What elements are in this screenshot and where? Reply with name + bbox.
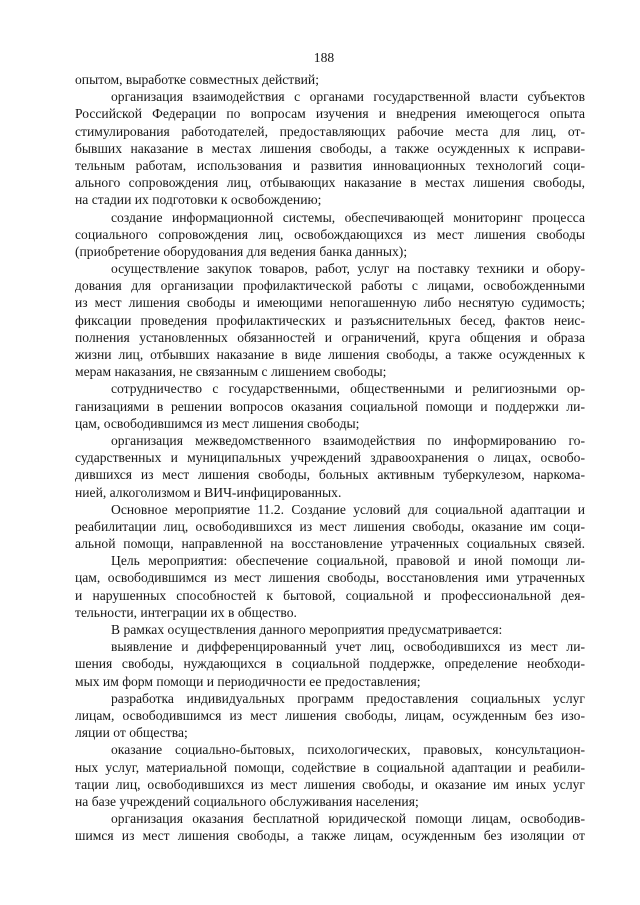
text-line: нией, алкоголизмом и ВИЧ-инфицированных.	[75, 484, 342, 500]
text-line: Российской Федерации по вопросам изучения и внедрения имеющегося опыта	[75, 106, 585, 122]
paragraph	[75, 260, 585, 380]
text-line: ных услуг, материальной помощи, содействие в социальной адаптации и реабили-	[75, 759, 585, 775]
document-body	[75, 71, 585, 844]
text-line: на стадии их подготовки к освобождению;	[75, 192, 322, 208]
paragraph	[75, 621, 585, 638]
text-line: тельности, интеграции их в общество.	[75, 604, 297, 620]
text-line: цам, освободившимся из мест лишения свободы;	[75, 415, 360, 431]
text-line: (приобретение оборудования для ведения банка данных);	[75, 243, 408, 259]
text-line: стимулирования работодателей, предоставляющих рабочие места для лиц, от-	[75, 123, 585, 139]
text-line: организация межведомственного взаимодействия по информированию го-	[111, 432, 585, 448]
paragraph	[75, 432, 585, 501]
text-line: ганизациями в решении вопросов оказания социальной помощи и поддержки ли-	[75, 398, 585, 414]
text-line: тации лиц, освободившихся из мест лишения свободы, и оказание им иных услуг	[75, 776, 585, 792]
paragraph	[75, 810, 585, 844]
text-line: мерам наказания, не связанным с лишением свободы;	[75, 364, 387, 380]
paragraph	[75, 552, 585, 621]
text-line: Основное мероприятие 11.2. Создание условий для социальной адаптации и	[111, 501, 585, 517]
text-line: шения свободы, нуждающихся в социальной поддержке, определение необходи-	[75, 656, 585, 672]
paragraph	[75, 380, 585, 432]
text-line: и нарушенных способностей к бытовой, социальной и профессиональной дея-	[75, 587, 585, 603]
text-line: организация взаимодействия с органами государственной власти субъектов	[111, 89, 585, 105]
text-line: дившихся из мест лишения свободы, больных активным туберкулезом, наркома-	[75, 467, 585, 483]
text-line: социального сопровождения лиц, освобождающихся из мест лишения свободы	[75, 226, 585, 242]
text-line: на базе учреждений социального обслуживания населения;	[75, 793, 419, 809]
text-line: разработка индивидуальных программ предоставления социальных услуг	[111, 690, 585, 706]
text-line: осуществление закупок товаров, работ, услуг на поставку техники и обору-	[111, 261, 585, 277]
text-line: жизни лиц, отбывших наказание в виде лишения свободы, а также осужденных к	[75, 347, 585, 362]
text-line: В рамках осуществления данного мероприятия предусматривается:	[111, 622, 503, 637]
text-line: мых им форм помощи и периодичности ее предоставления;	[75, 673, 421, 689]
text-line: создание информационной системы, обеспечивающей мониторинг процесса	[111, 209, 585, 225]
text-line: выявление и дифференцированный учет лиц, освободившихся из мест ли-	[111, 639, 585, 655]
text-line: альной помощи, направленной на восстановление утраченных социальных связей.	[75, 536, 585, 552]
text-line: из мест лишения свободы и имеющими непогашенную либо неснятую судимость;	[75, 295, 585, 311]
text-line: лицам, освободившимся из мест лишения свободы, лицам, осужденным без изо-	[75, 707, 585, 723]
text-line: Цель мероприятия: обеспечение социальной, правовой и иной помощи ли-	[111, 553, 585, 569]
text-line: бывших наказание в местах лишения свободы, а также осужденных к исправи-	[75, 140, 585, 156]
paragraph	[75, 638, 585, 690]
text-line: реабилитации лиц, освободившихся из мест лишения свободы, оказание им соци-	[75, 518, 585, 534]
paragraph	[75, 741, 585, 810]
text-line: цам, освободившимся из мест лишения свободы, восстановления ими утраченных	[75, 570, 585, 586]
text-line: ляции от общества;	[75, 725, 188, 741]
text-line: шимся из мест лишения свободы, а также лицам, осужденным без изоляции от	[75, 828, 585, 844]
text-line: фиксации проведения профилактических и разъяснительных бесед, фактов неис-	[75, 312, 585, 328]
paragraph	[75, 209, 585, 261]
text-line: тельным работам, использования и развития инновационных технологий соци-	[75, 157, 585, 173]
paragraph	[75, 71, 585, 88]
page-number: 188	[313, 50, 335, 65]
paragraph	[75, 690, 585, 742]
text-line: организация оказания бесплатной юридической помощи лицам, освободив-	[111, 811, 585, 827]
text-line: оказание социально-бытовых, психологических, правовых, консультацион-	[111, 742, 585, 758]
text-line: дования для организации профилактической работы с лицами, освобожденными	[75, 278, 585, 294]
text-line: сударственных и муниципальных учреждений здравоохранения о лицах, освобо-	[75, 450, 585, 466]
text-line: полнения установленных обязанностей и ограничений, круга общения и образа	[75, 329, 585, 345]
text-line: опытом, выработке совместных действий;	[75, 72, 319, 87]
paragraph	[75, 501, 585, 553]
paragraph	[75, 88, 585, 208]
text-line: сотрудничество с государственными, общественными и религиозными ор-	[111, 381, 585, 397]
text-line: ального сопровождения лиц, отбывающих наказание в местах лишения свободы,	[75, 175, 585, 191]
